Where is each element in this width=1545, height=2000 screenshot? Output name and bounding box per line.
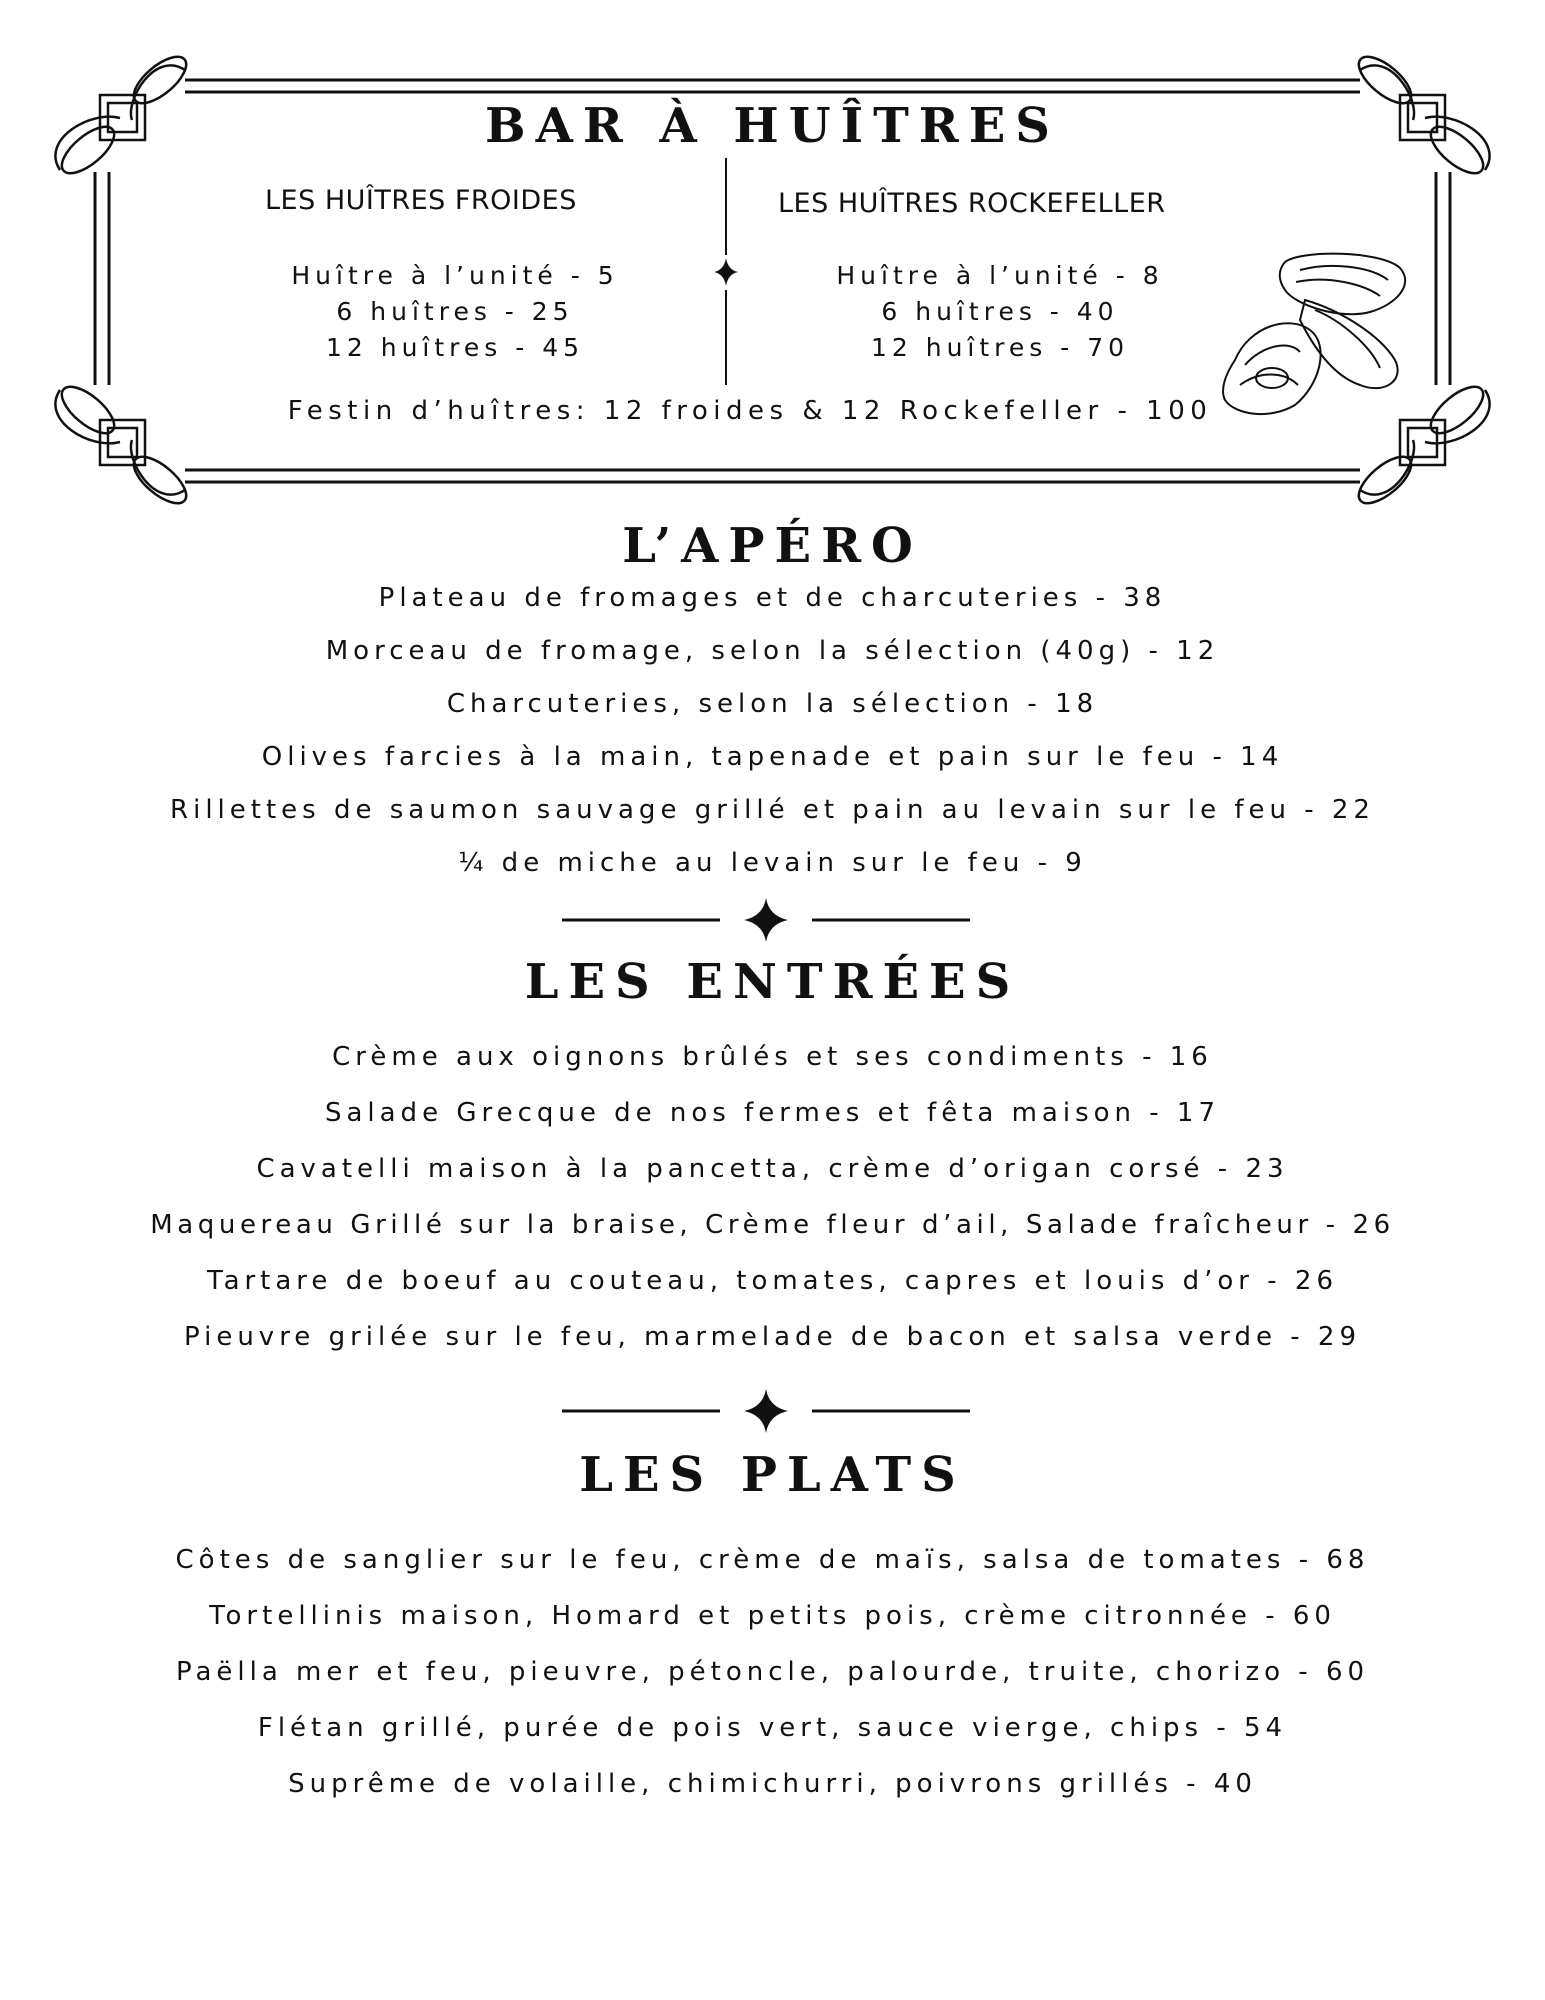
list-item: Tartare de boeuf au couteau, tomates, capres et louis d’or - 26 [206, 1266, 1338, 1296]
list-item: Plateau de fromages et de charcuteries - 38 [378, 583, 1167, 613]
plats-title: LES PLATS [579, 1447, 966, 1503]
list-item: Huître à l’unité - 5 [291, 261, 619, 290]
list-item: Salade Grecque de nos fermes et fêta maison - 17 [324, 1098, 1221, 1128]
list-item: Rillettes de saumon sauvage grillé et pain au levain sur le feu - 22 [170, 795, 1375, 825]
plats-list [0, 1544, 1545, 1800]
divider-star-icon [714, 258, 738, 286]
list-item: Olives farcies à la main, tapenade et pain sur le feu - 14 [261, 742, 1284, 772]
rockefeller-heading: LES HUÎTRES ROCKEFELLER [778, 188, 1166, 219]
bar-title: BAR À HUÎTRES [485, 98, 1060, 154]
section-divider-2 [562, 1389, 970, 1433]
list-item: Flétan grillé, purée de pois vert, sauce vierge, chips - 54 [257, 1713, 1288, 1743]
list-item: Huître à l’unité - 8 [836, 261, 1164, 290]
list-item: Tortellinis maison, Homard et petits pois, crème citronnée - 60 [209, 1601, 1336, 1631]
list-item: 12 huîtres - 45 [325, 333, 585, 362]
list-item: 6 huîtres - 40 [881, 297, 1119, 326]
corner-ornament-bottom-left [54, 379, 193, 512]
rockefeller-list [800, 258, 1200, 366]
list-item: Paëlla mer et feu, pieuvre, pétoncle, palourde, truite, chorizo - 60 [175, 1657, 1370, 1687]
entrees-title: LES ENTRÉES [524, 954, 1021, 1010]
apero-title: L’APÉRO [622, 518, 923, 574]
list-item: Charcuteries, selon la sélection - 18 [446, 689, 1099, 719]
list-item: ¼ de miche au levain sur le feu - 9 [458, 848, 1087, 878]
divider-star-icon [744, 1389, 788, 1433]
festin-line: Festin d’huîtres: 12 froides & 12 Rockefeller - 100 [287, 396, 1213, 426]
list-item: Pieuvre grilée sur le feu, marmelade de bacon et salsa verde - 29 [184, 1322, 1361, 1352]
list-item: Morceau de fromage, selon la sélection (40g) - 12 [325, 636, 1220, 666]
froides-list [255, 258, 655, 366]
list-item: 12 huîtres - 70 [870, 333, 1130, 362]
apero-list [0, 582, 1545, 879]
section-divider-1 [562, 898, 970, 942]
divider-star-icon [744, 898, 788, 942]
list-item: Maquereau Grillé sur la braise, Crème fleur d’ail, Salade fraîcheur - 26 [150, 1210, 1395, 1240]
list-item: Côtes de sanglier sur le feu, crème de maïs, salsa de tomates - 68 [175, 1545, 1370, 1575]
list-item: Suprême de volaille, chimichurri, poivrons grillés - 40 [288, 1769, 1257, 1799]
entrees-list [0, 1041, 1545, 1353]
list-item: Crème aux oignons brûlés et ses condiments - 16 [332, 1042, 1213, 1072]
list-item: 6 huîtres - 25 [336, 297, 574, 326]
froides-heading: LES HUÎTRES FROIDES [265, 185, 577, 216]
corner-ornament-bottom-right [1351, 379, 1490, 512]
list-item: Cavatelli maison à la pancetta, crème d’origan corsé - 23 [256, 1154, 1289, 1184]
oyster-illustration-icon [1223, 254, 1405, 414]
